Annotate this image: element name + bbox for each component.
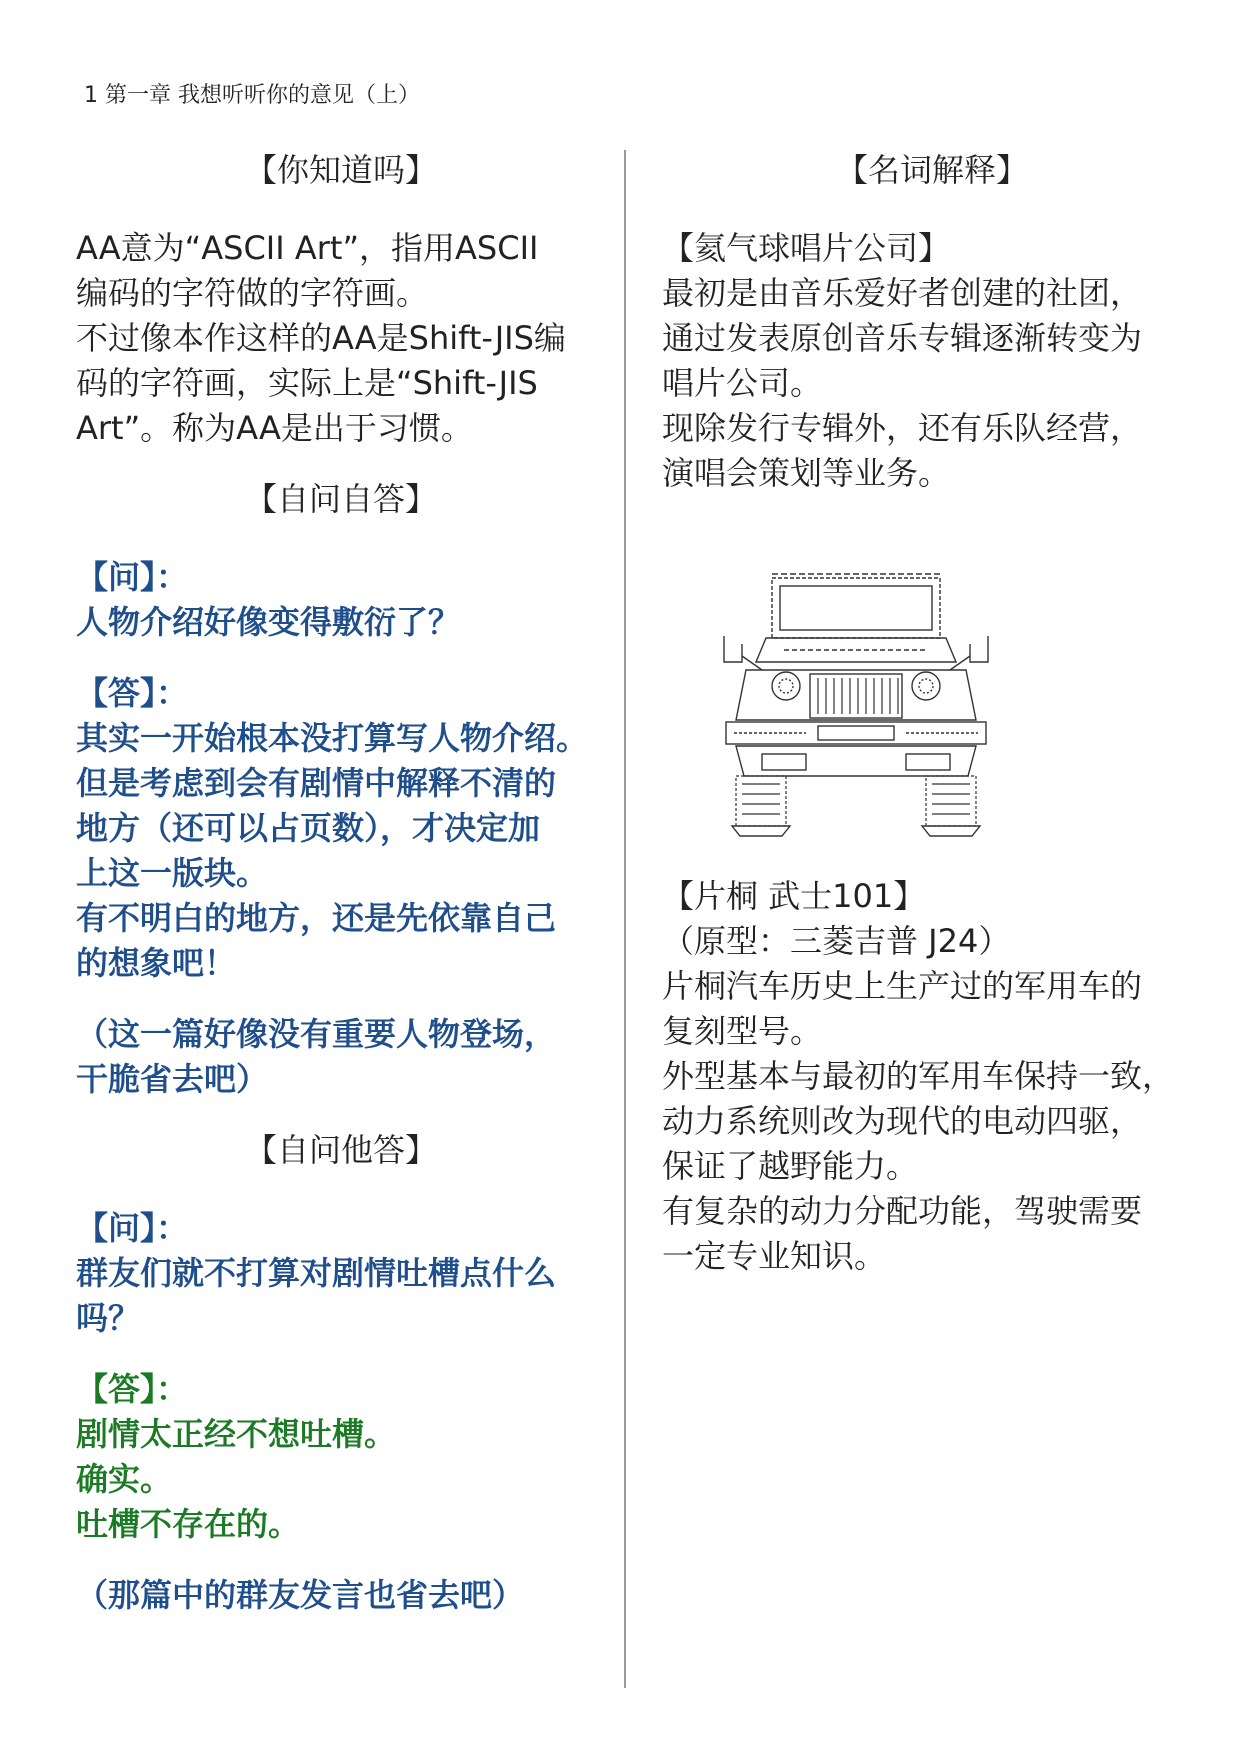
- term-line: 现除发行专辑外，还有乐队经营，: [662, 409, 1143, 447]
- did-you-know-line: AA意为“ASCII Art”，指用ASCII: [76, 229, 539, 267]
- term-line: 一定专业知识。: [662, 1237, 887, 1275]
- answer-label: 【答】：: [76, 1370, 189, 1408]
- term-line: （原型：三菱吉普 J24）: [662, 922, 1011, 960]
- did-you-know-line: 不过像本作这样的AA是Shift-JIS编: [76, 319, 566, 357]
- did-you-know-title: 【你知道吗】: [244, 151, 437, 189]
- term-line: 动力系统则改为现代的电动四驱，: [662, 1102, 1143, 1140]
- answer-line: 上这一版块。: [76, 854, 269, 892]
- term-line: 唱片公司。: [662, 364, 823, 402]
- answer-line: 吐槽不存在的。: [76, 1505, 301, 1543]
- question-label: 【问】：: [76, 558, 189, 596]
- self-qa-title: 【自问自答】: [244, 480, 437, 518]
- term-line: 演唱会策划等业务。: [662, 454, 951, 492]
- note-line: （那篇中的群友发言也省去吧）: [76, 1576, 525, 1614]
- term-line: 通过发表原创音乐专辑逐渐转变为: [662, 319, 1143, 357]
- question-label: 【问】：: [76, 1209, 189, 1247]
- answer-line: 确实。: [76, 1460, 173, 1498]
- answer-line: 但是考虑到会有剧情中解释不清的: [76, 764, 557, 802]
- term-title: 【片桐 武士101】: [662, 877, 926, 915]
- term-line: 外型基本与最初的军用车保持一致，: [662, 1057, 1175, 1095]
- answer-line: 有不明白的地方，还是先依靠自己: [76, 899, 557, 937]
- term-line: 片桐汽车历史上生产过的军用车的: [662, 967, 1143, 1005]
- question-line: 群友们就不打算对剧情吐槽点什么: [76, 1254, 557, 1292]
- term-line: 保证了越野能力。: [662, 1147, 919, 1185]
- question-line: 吗？: [76, 1299, 141, 1337]
- term-line: 有复杂的动力分配功能，驾驶需要: [662, 1192, 1143, 1230]
- right-column: [662, 148, 1202, 1279]
- page-header: 1 第一章 我想听听你的意见（上）: [84, 83, 420, 108]
- did-you-know-line: 码的字符画，实际上是“Shift-JIS: [76, 364, 538, 402]
- answer-line: 剧情太正经不想吐槽。: [76, 1415, 397, 1453]
- question-text: 人物介绍好像变得敷衍了？: [76, 603, 461, 641]
- term-line: 最初是由音乐爱好者创建的社团，: [662, 274, 1143, 312]
- answer-line: 其实一开始根本没打算写人物介绍。: [76, 719, 589, 757]
- answer-line: 地方（还可以占页数），才决定加: [76, 809, 541, 847]
- term-title: 【氦气球唱片公司】: [662, 229, 951, 267]
- note-line: （这一篇好像没有重要人物登场，: [76, 1015, 557, 1053]
- column-divider: [624, 150, 626, 1688]
- term-line: 复刻型号。: [662, 1012, 823, 1050]
- did-you-know-line: 编码的字符做的字符画。: [76, 274, 429, 312]
- glossary-title: 【名词解释】: [835, 151, 1028, 189]
- answer-label: 【答】：: [76, 674, 189, 712]
- note-line: 干脆省去吧）: [76, 1060, 269, 1098]
- jeep-ascii-illustration: [706, 570, 1006, 840]
- left-column: [76, 148, 606, 1618]
- answer-line: 的想象吧！: [76, 944, 237, 982]
- other-qa-title: 【自问他答】: [244, 1131, 437, 1169]
- did-you-know-line: Art”。称为AA是出于习惯。: [76, 409, 473, 447]
